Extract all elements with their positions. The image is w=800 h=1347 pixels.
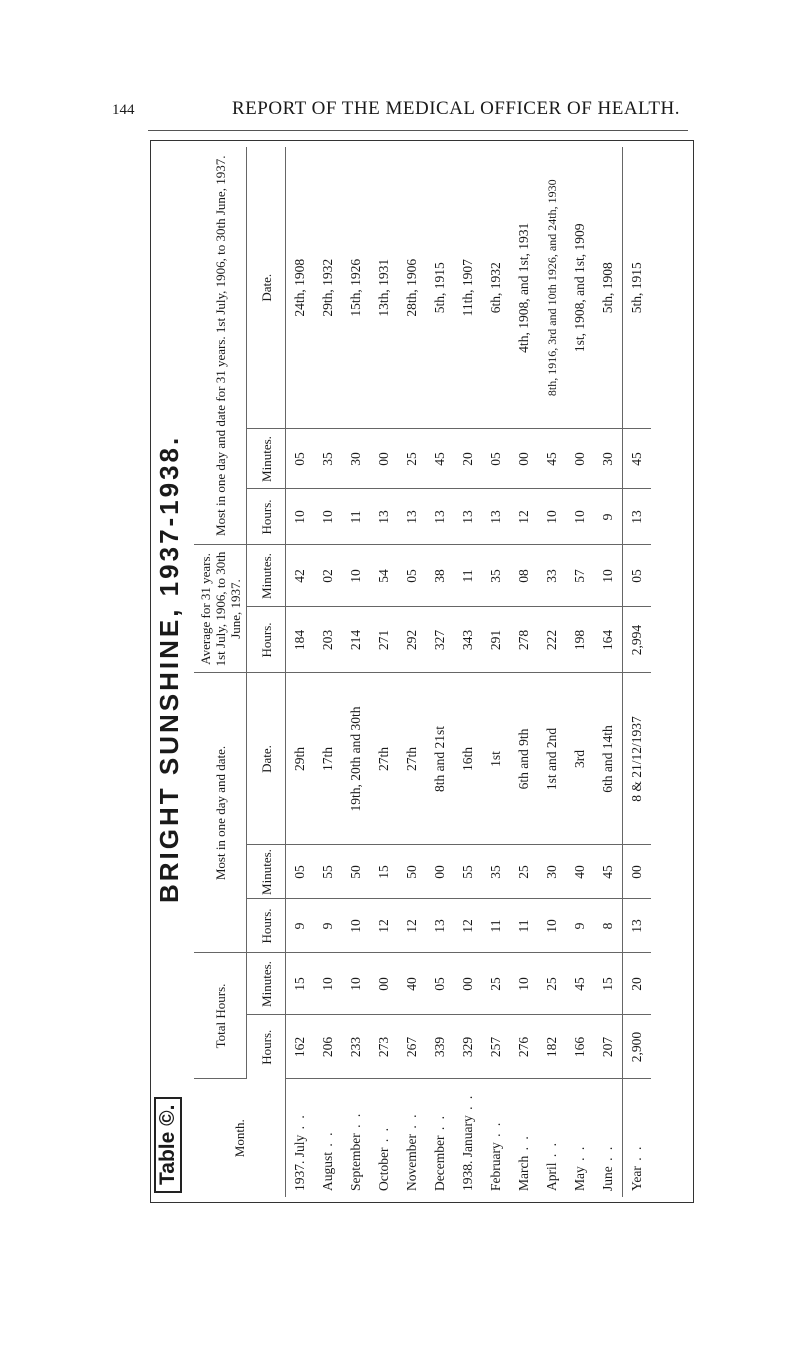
total-minutes-cell: 10	[342, 953, 370, 1015]
most-minutes-cell: 00	[426, 845, 454, 899]
most-hours-cell: 10	[342, 899, 370, 953]
record-date-cell: 5th, 1915	[426, 147, 454, 429]
month-cell: 1937. July . .	[286, 1079, 315, 1197]
most-in-day-header: Most in one day and date.	[194, 673, 247, 953]
rotated-table-container	[150, 140, 694, 1203]
table-row	[286, 147, 315, 1197]
total-hours-cell: 166	[566, 1015, 594, 1079]
record-header: Most in one day and date for 31 years. 1st July, 1906, to 30th June, 1937.	[194, 147, 247, 545]
record-hours-cell: 9	[594, 489, 623, 545]
record-hours-cell: 13	[398, 489, 426, 545]
record-date-cell: 29th, 1932	[314, 147, 342, 429]
record-hours-cell: 13	[623, 489, 652, 545]
avg-hours-cell: 343	[454, 607, 482, 673]
most-hours-cell: 13	[623, 899, 652, 953]
most-date-cell: 27th	[370, 673, 398, 845]
record-minutes-cell: 00	[566, 429, 594, 489]
month-cell: May . .	[566, 1079, 594, 1197]
avg-hours-cell: 198	[566, 607, 594, 673]
most-minutes-cell: 35	[482, 845, 510, 899]
average-header: Average for 31 years. 1st July, 1906, to 30th June, 1937.	[194, 545, 247, 673]
avg-hours-cell: 327	[426, 607, 454, 673]
header-rule	[148, 130, 688, 131]
most-date-cell: 27th	[398, 673, 426, 845]
month-cell: November . .	[398, 1079, 426, 1197]
most-date-cell: 19th, 20th and 30th	[342, 673, 370, 845]
record-date-cell: 5th, 1908	[594, 147, 623, 429]
total-minutes-cell: 10	[510, 953, 538, 1015]
month-header: Month.	[194, 1079, 286, 1197]
month-cell: October . .	[370, 1079, 398, 1197]
record-date-cell: 11th, 1907	[454, 147, 482, 429]
most-date-cell: 8 & 21/12/1937	[623, 673, 652, 845]
record-date-subheader: Date.	[247, 147, 286, 429]
most-date-cell: 6th and 14th	[594, 673, 623, 845]
record-minutes-subheader: Minutes.	[247, 429, 286, 489]
avg-hours-cell: 271	[370, 607, 398, 673]
most-date-cell: 17th	[314, 673, 342, 845]
total-minutes-cell: 15	[594, 953, 623, 1015]
record-hours-cell: 10	[538, 489, 566, 545]
record-date-cell: 5th, 1915	[623, 147, 652, 429]
record-minutes-cell: 25	[398, 429, 426, 489]
most-date-cell: 1st	[482, 673, 510, 845]
most-date-cell: 1st and 2nd	[538, 673, 566, 845]
most-minutes-cell: 05	[286, 845, 315, 899]
record-date-cell: 4th, 1908, and 1st, 1931	[510, 147, 538, 429]
total-minutes-cell: 15	[286, 953, 315, 1015]
most-minutes-subheader: Minutes.	[247, 845, 286, 899]
total-hours-cell: 182	[538, 1015, 566, 1079]
avg-hours-cell: 2,994	[623, 607, 652, 673]
table-row	[566, 147, 594, 1197]
record-date-cell: 15th, 1926	[342, 147, 370, 429]
total-minutes-cell: 40	[398, 953, 426, 1015]
most-date-cell: 8th and 21st	[426, 673, 454, 845]
month-cell: February . .	[482, 1079, 510, 1197]
avg-minutes-cell: 05	[623, 545, 652, 607]
table-row	[426, 147, 454, 1197]
total-minutes-cell: 25	[538, 953, 566, 1015]
avg-minutes-cell: 54	[370, 545, 398, 607]
record-hours-cell: 13	[482, 489, 510, 545]
most-hours-cell: 11	[482, 899, 510, 953]
avg-minutes-cell: 08	[510, 545, 538, 607]
total-hours-cell: 162	[286, 1015, 315, 1079]
total-hours-cell: 206	[314, 1015, 342, 1079]
record-date-cell: 13th, 1931	[370, 147, 398, 429]
table-row	[342, 147, 370, 1197]
total-minutes-cell: 45	[566, 953, 594, 1015]
most-hours-cell: 9	[286, 899, 315, 953]
total-hours-header: Total Hours.	[194, 953, 247, 1079]
record-hours-cell: 12	[510, 489, 538, 545]
avg-minutes-cell: 57	[566, 545, 594, 607]
table-title: BRIGHT SUNSHINE, 1937-1938.	[154, 434, 184, 903]
total-hours-cell: 339	[426, 1015, 454, 1079]
record-minutes-cell: 45	[426, 429, 454, 489]
avg-hours-cell: 214	[342, 607, 370, 673]
avg-minutes-cell: 02	[314, 545, 342, 607]
most-hours-cell: 11	[510, 899, 538, 953]
record-hours-cell: 10	[566, 489, 594, 545]
avg-hours-cell: 278	[510, 607, 538, 673]
avg-minutes-cell: 10	[594, 545, 623, 607]
sunshine-table	[194, 147, 651, 1197]
avg-hours-cell: 184	[286, 607, 315, 673]
record-minutes-cell: 00	[370, 429, 398, 489]
table-row	[314, 147, 342, 1197]
record-minutes-cell: 35	[314, 429, 342, 489]
avg-minutes-cell: 05	[398, 545, 426, 607]
month-cell: 1938. January . .	[454, 1079, 482, 1197]
total-minutes-cell: 00	[370, 953, 398, 1015]
record-hours-cell: 13	[454, 489, 482, 545]
table-label: Table ©.	[154, 1097, 182, 1193]
record-minutes-cell: 45	[623, 429, 652, 489]
record-date-cell: 24th, 1908	[286, 147, 315, 429]
table-row	[594, 147, 623, 1197]
record-minutes-cell: 45	[538, 429, 566, 489]
table-row	[510, 147, 538, 1197]
table-row	[538, 147, 566, 1197]
total-hours-subheader: Hours.	[247, 1015, 286, 1079]
total-hours-cell: 2,900	[623, 1015, 652, 1079]
most-minutes-cell: 15	[370, 845, 398, 899]
month-cell: April . .	[538, 1079, 566, 1197]
avg-hours-cell: 164	[594, 607, 623, 673]
total-minutes-cell: 20	[623, 953, 652, 1015]
record-minutes-cell: 20	[454, 429, 482, 489]
total-hours-cell: 267	[398, 1015, 426, 1079]
month-cell: March . .	[510, 1079, 538, 1197]
record-date-cell: 8th, 1916, 3rd and 10th 1926, and 24th, 1930	[538, 147, 566, 429]
avg-hours-cell: 291	[482, 607, 510, 673]
table-row	[482, 147, 510, 1197]
most-hours-cell: 13	[426, 899, 454, 953]
avg-minutes-cell: 10	[342, 545, 370, 607]
total-hours-cell: 233	[342, 1015, 370, 1079]
avg-minutes-subheader: Minutes.	[247, 545, 286, 607]
most-minutes-cell: 40	[566, 845, 594, 899]
total-minutes-cell: 05	[426, 953, 454, 1015]
most-date-cell: 3rd	[566, 673, 594, 845]
most-hours-cell: 12	[370, 899, 398, 953]
avg-minutes-cell: 35	[482, 545, 510, 607]
record-minutes-cell: 05	[482, 429, 510, 489]
most-hours-cell: 9	[314, 899, 342, 953]
most-date-cell: 6th and 9th	[510, 673, 538, 845]
most-minutes-cell: 45	[594, 845, 623, 899]
record-hours-cell: 13	[370, 489, 398, 545]
record-minutes-cell: 00	[510, 429, 538, 489]
total-hours-cell: 207	[594, 1015, 623, 1079]
record-minutes-cell: 30	[594, 429, 623, 489]
most-hours-cell: 9	[566, 899, 594, 953]
table-row	[370, 147, 398, 1197]
month-cell: September . .	[342, 1079, 370, 1197]
total-minutes-cell: 25	[482, 953, 510, 1015]
avg-hours-cell: 203	[314, 607, 342, 673]
most-minutes-cell: 25	[510, 845, 538, 899]
total-hours-cell: 257	[482, 1015, 510, 1079]
most-hours-cell: 10	[538, 899, 566, 953]
avg-minutes-cell: 11	[454, 545, 482, 607]
most-date-cell: 16th	[454, 673, 482, 845]
most-minutes-cell: 00	[623, 845, 652, 899]
most-minutes-cell: 55	[314, 845, 342, 899]
record-hours-subheader: Hours.	[247, 489, 286, 545]
record-hours-cell: 10	[286, 489, 315, 545]
total-minutes-cell: 00	[454, 953, 482, 1015]
record-minutes-cell: 30	[342, 429, 370, 489]
year-total-row	[623, 147, 652, 1197]
total-minutes-subheader: Minutes.	[247, 953, 286, 1015]
total-minutes-cell: 10	[314, 953, 342, 1015]
month-cell: August . .	[314, 1079, 342, 1197]
most-date-subheader: Date.	[247, 673, 286, 845]
avg-minutes-cell: 33	[538, 545, 566, 607]
record-hours-cell: 13	[426, 489, 454, 545]
most-date-cell: 29th	[286, 673, 315, 845]
table-row	[454, 147, 482, 1197]
most-minutes-cell: 50	[398, 845, 426, 899]
avg-hours-cell: 292	[398, 607, 426, 673]
month-cell: June . .	[594, 1079, 623, 1197]
record-date-cell: 6th, 1932	[482, 147, 510, 429]
avg-hours-subheader: Hours.	[247, 607, 286, 673]
record-hours-cell: 11	[342, 489, 370, 545]
record-date-cell: 1st, 1908, and 1st, 1909	[566, 147, 594, 429]
total-hours-cell: 329	[454, 1015, 482, 1079]
record-date-cell: 28th, 1906	[398, 147, 426, 429]
total-hours-cell: 276	[510, 1015, 538, 1079]
month-cell: December . .	[426, 1079, 454, 1197]
avg-minutes-cell: 38	[426, 545, 454, 607]
most-hours-cell: 12	[398, 899, 426, 953]
total-hours-cell: 273	[370, 1015, 398, 1079]
most-hours-cell: 8	[594, 899, 623, 953]
table-row	[398, 147, 426, 1197]
record-hours-cell: 10	[314, 489, 342, 545]
avg-minutes-cell: 42	[286, 545, 315, 607]
running-head: REPORT OF THE MEDICAL OFFICER OF HEALTH.	[232, 98, 680, 119]
most-minutes-cell: 50	[342, 845, 370, 899]
month-cell: Year . .	[623, 1079, 652, 1197]
most-hours-subheader: Hours.	[247, 899, 286, 953]
record-minutes-cell: 05	[286, 429, 315, 489]
most-hours-cell: 12	[454, 899, 482, 953]
most-minutes-cell: 30	[538, 845, 566, 899]
page-number: 144	[112, 102, 135, 118]
most-minutes-cell: 55	[454, 845, 482, 899]
avg-hours-cell: 222	[538, 607, 566, 673]
